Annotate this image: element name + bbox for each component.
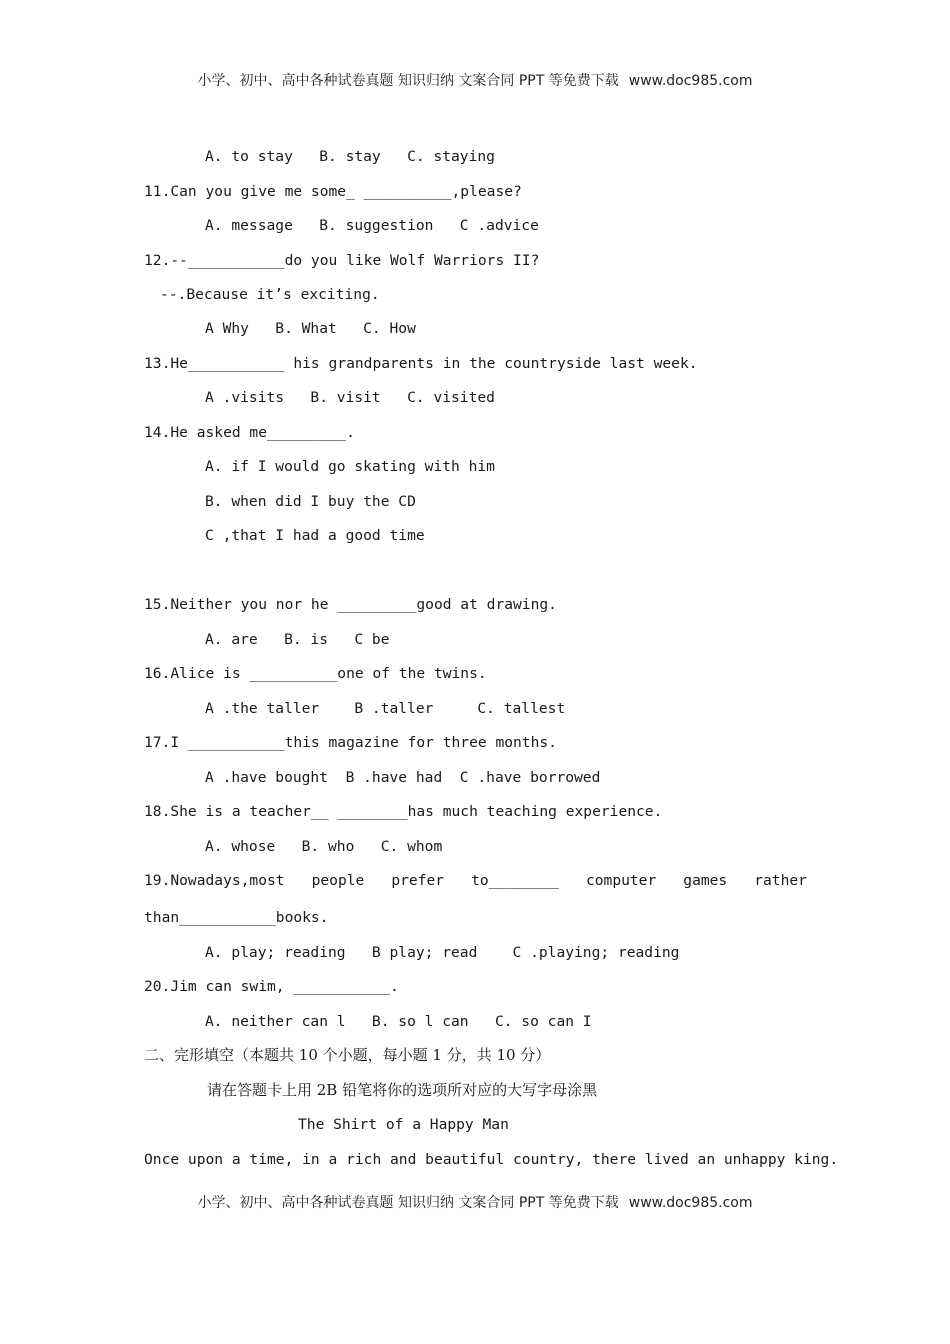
- q19-word: rather: [754, 872, 807, 889]
- q11-options: A. message B. suggestion C .advice: [205, 217, 539, 234]
- q17-stem: 17.I ___________this magazine for three months.: [144, 734, 557, 751]
- passage-title: The Shirt of a Happy Man: [298, 1116, 509, 1133]
- q12-stem: 12.--___________do you like Wolf Warriors II?: [144, 252, 540, 269]
- q20-stem: 20.Jim can swim, ___________.: [144, 978, 399, 995]
- q13-stem: 13.He___________ his grandparents in the countryside last week.: [144, 355, 698, 372]
- q19-word: people: [311, 872, 365, 889]
- q18-stem: 18.She is a teacher__ ________has much teaching experience.: [144, 803, 663, 820]
- q19-word: prefer: [391, 872, 445, 889]
- q12-options: A Why B. What C. How: [205, 320, 416, 337]
- q19-stem-line2: than___________books.: [144, 909, 329, 926]
- q16-stem: 16.Alice is __________one of the twins.: [144, 665, 487, 682]
- q14-stem: 14.He asked me_________.: [144, 424, 355, 441]
- q19-stem-line1: [144, 872, 807, 890]
- q20-options: A. neither can l B. so l can C. so can I: [205, 1013, 592, 1030]
- q16-options: A .the taller B .taller C. tallest: [205, 700, 566, 717]
- page-footer: [0, 1192, 950, 1212]
- section2-instruction: 请在答题卡上用 2B 铅笔将你的选项所对应的大写字母涂黑: [207, 1081, 598, 1099]
- passage-line-1: Once upon a time, in a rich and beautiful country, there lived an unhappy king.: [144, 1151, 839, 1168]
- q14-option-a: A. if I would go skating with him: [205, 458, 495, 475]
- q15-options: A. are B. is C be: [205, 631, 390, 648]
- q10-options: A. to stay B. stay C. staying: [205, 148, 495, 165]
- q19-options: A. play; reading B play; read C .playing; reading: [205, 944, 680, 961]
- q13-options: A .visits B. visit C. visited: [205, 389, 495, 406]
- footer-text: 小学、初中、高中各种试卷真题 知识归纳 文案合同 PPT 等免费下载: [197, 1195, 619, 1211]
- section2-heading: 二、完形填空（本题共 10 个小题，每小题 1 分，共 10 分）: [144, 1046, 551, 1064]
- q19-word: 19.Nowadays,most: [144, 872, 285, 889]
- q19-word: games: [683, 872, 728, 889]
- q14-option-c: C ,that I had a good time: [205, 527, 425, 544]
- q19-word: computer: [585, 872, 657, 889]
- footer-url: www.doc985.com: [628, 1195, 753, 1211]
- header-url: www.doc985.com: [628, 73, 753, 89]
- q18-options: A. whose B. who C. whom: [205, 838, 443, 855]
- q12-reply: --.Because it’s exciting.: [160, 286, 380, 303]
- q19-word: to________: [471, 872, 559, 889]
- page-header: [0, 70, 950, 90]
- q11-stem: 11.Can you give me some_ __________,please?: [144, 183, 522, 200]
- header-text: 小学、初中、高中各种试卷真题 知识归纳 文案合同 PPT 等免费下载: [197, 73, 619, 89]
- q14-option-b: B. when did I buy the CD: [205, 493, 416, 510]
- q17-options: A .have bought B .have had C .have borrowed: [205, 769, 601, 786]
- q15-stem: 15.Neither you nor he _________good at drawing.: [144, 596, 557, 613]
